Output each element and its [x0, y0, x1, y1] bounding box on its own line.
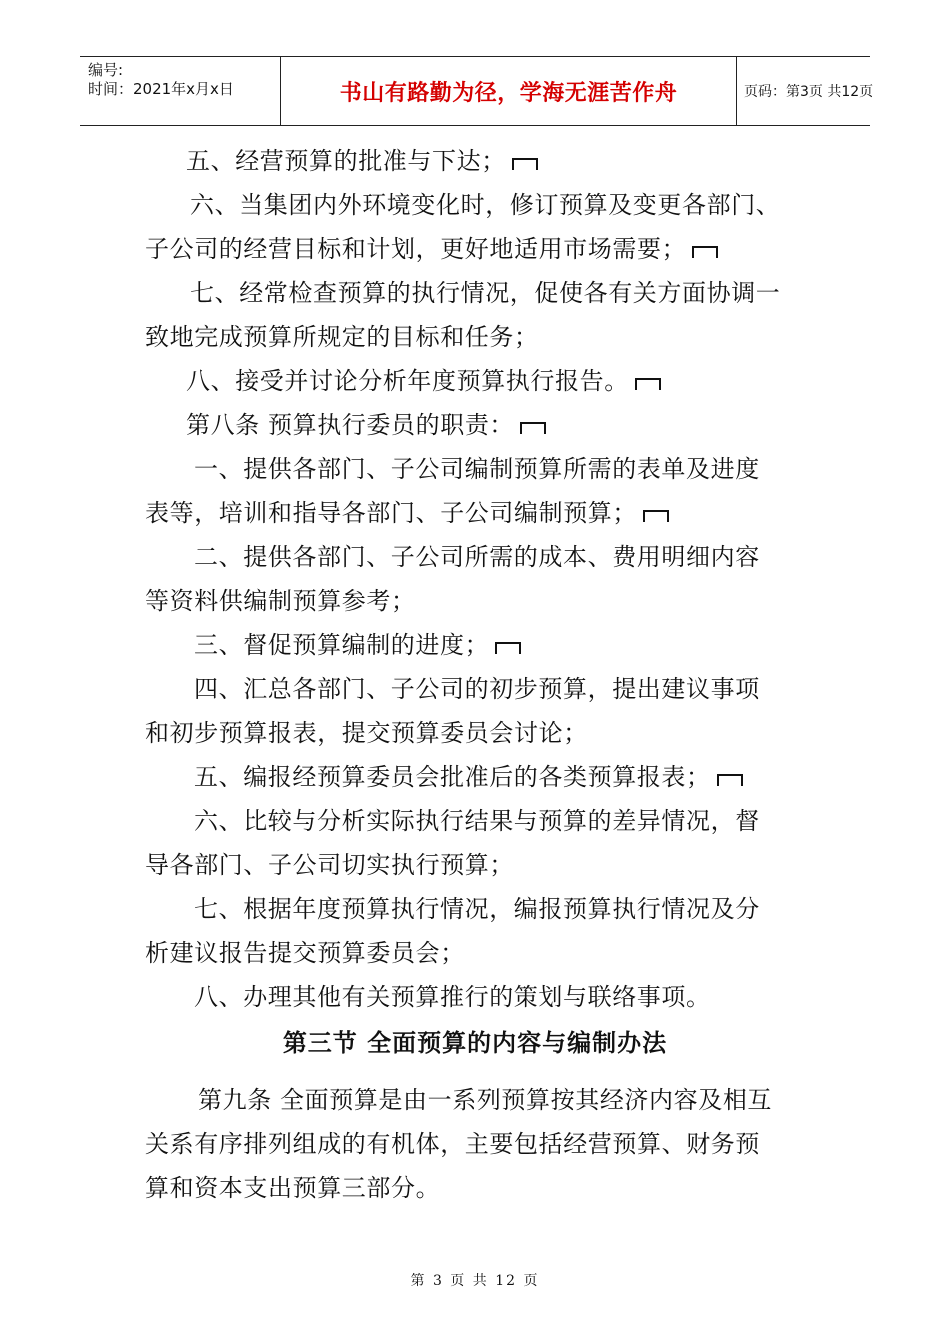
- article-line: 关系有序排列组成的有机体，主要包括经营预算、财务预: [145, 1130, 760, 1158]
- edit-mark-icon: [520, 422, 546, 434]
- paragraph-line: 导各部门、子公司切实执行预算；: [145, 851, 514, 879]
- paragraph-line: 子公司的经营目标和计划，更好地适用市场需要；: [145, 234, 718, 264]
- paragraph-line: 七、经常检查预算的执行情况，促使各有关方面协调一: [190, 279, 781, 307]
- paragraph-line: 和初步预算报表，提交预算委员会讨论；: [145, 719, 588, 747]
- paragraph-line: 八、接受并讨论分析年度预算执行报告。: [186, 366, 661, 396]
- edit-mark-icon: [635, 378, 661, 390]
- header-motto: 书山有路勤为径，学海无涯苦作舟: [280, 57, 737, 125]
- section-heading: 第三节 全面预算的内容与编制办法: [282, 1029, 668, 1057]
- paragraph-line: 五、编报经预算委员会批准后的各类预算报表；: [194, 762, 743, 792]
- article-line: 算和资本支出预算三部分。: [145, 1174, 441, 1202]
- paragraph-line: 六、当集团内外环境变化时，修订预算及变更各部门、: [190, 191, 781, 219]
- paragraph-line: 六、比较与分析实际执行结果与预算的差异情况，督: [194, 807, 760, 835]
- header-meta: [88, 61, 278, 99]
- paragraph-line: 一、提供各部门、子公司编制预算所需的表单及进度: [194, 455, 760, 483]
- paragraph-line: 四、汇总各部门、子公司的初步预算，提出建议事项: [194, 675, 760, 703]
- number-label: 编号:: [88, 61, 124, 79]
- document-header: [80, 56, 874, 126]
- article-line: 第九条 全面预算是由一系列预算按其经济内容及相互: [198, 1086, 773, 1114]
- article-title: 第八条 预算执行委员的职责：: [186, 410, 546, 440]
- paragraph-line: 二、提供各部门、子公司所需的成本、费用明细内容: [194, 543, 760, 571]
- page-footer: 第 3 页 共 12 页: [410, 1273, 540, 1289]
- edit-mark-icon: [643, 510, 669, 522]
- paragraph-line: 七、根据年度预算执行情况，编报预算执行情况及分: [194, 895, 760, 923]
- paragraph-line: 三、督促预算编制的进度；: [194, 630, 521, 660]
- header-page-info: 页码：第3页 共12页: [744, 84, 874, 100]
- edit-mark-icon: [717, 774, 743, 786]
- edit-mark-icon: [495, 642, 521, 654]
- paragraph-line: 表等，培训和指导各部门、子公司编制预算；: [145, 498, 669, 528]
- paragraph-line: 致地完成预算所规定的目标和任务；: [145, 323, 539, 351]
- edit-mark-icon: [512, 158, 538, 170]
- time-label: 时间：2021年x月x日: [88, 80, 234, 98]
- paragraph-line: 析建议报告提交预算委员会；: [145, 939, 465, 967]
- edit-mark-icon: [692, 246, 718, 258]
- paragraph-line: 八、办理其他有关预算推行的策划与联络事项。: [194, 983, 711, 1011]
- paragraph-line: 等资料供编制预算参考；: [145, 587, 416, 615]
- paragraph-line: 五、经营预算的批准与下达；: [186, 146, 538, 176]
